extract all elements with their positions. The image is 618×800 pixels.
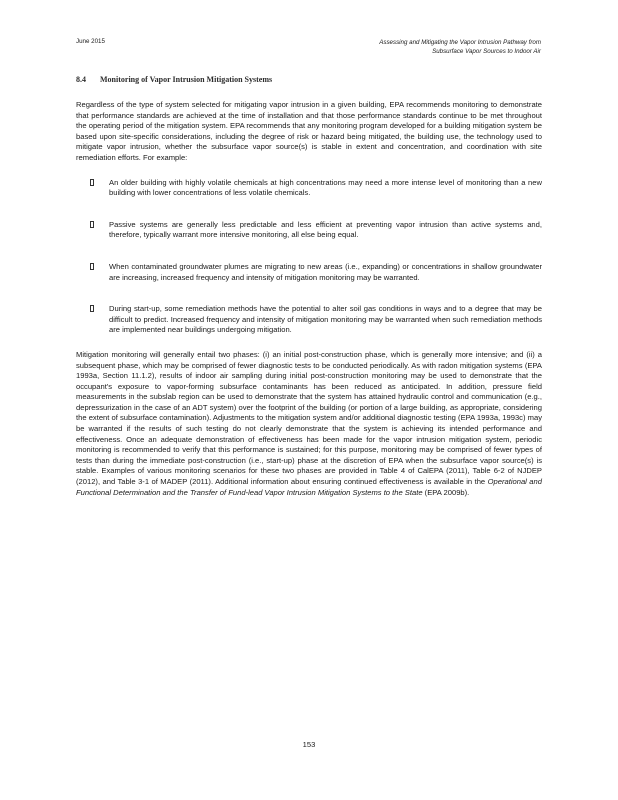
list-item-text: During start-up, some remediation methods have the potential to alter soil gas conditions in ways and to a degree that may be difficult to predict. Increased frequency and intensity of mitigation monitoring may be warranted when such remediation methods are implemented near buildings undergoing mitigation. — [109, 304, 542, 335]
bullet-box-icon — [90, 221, 94, 228]
header-date: June 2015 — [76, 38, 105, 45]
referenced-document-title: Operational and Functional Determination and the Transfer of Fund-lead Vapor Intrusion Mitigation Systems to the State — [76, 477, 542, 497]
monitoring-paragraph-text: Mitigation monitoring will generally entail two phases: (i) an initial post-construction phase, which is generally more intensive; and (ii) a subsequent phase, which may be comprised of fewer diagnostic tests to be conducted periodically. As with radon mitigation systems (EPA 1993a, Section 11.1.2), results of indoor air sampling during initial post-construction monitoring may be used to demonstrate that the occupant's exposure to vapor-forming subsurface contaminants has been reduced as anticipated. In addition, pressure field measurements in the subslab region can be used to demonstrate that the system has attained hydraulic control and communication (e.g., depressurization in the case of an ADT system) over the footprint of the building (or portion of a large building, as appropriate, considering the extent of subsurface contamination). Adjustments to the mitigation system and/or additional diagnostic testing (EPA 1993a, 1993c) may be warranted if the results of such testing do not clearly demonstrate that the system is achieving its intended performance and effectiveness. Once an adequate demonstration of effectiveness has been made for the vapor intrusion mitigation system, periodic monitoring is recommended to verify that this performance is sustained; for this purpose, monitoring may be comprised of fewer types of tests than during the immediate post-construction (i.e., start-up) phase at the discretion of EPA when the subsurface vapor source(s) is stable. Examples of various monitoring scenarios for these two phases are provided in Table 4 of CalEPA (2011), Table 6-2 of NJDEP (2012), and Table 3-1 of MADEP (2011). Additional information about ensuring continued effectiveness is available in the — [76, 349, 542, 487]
monitoring-paragraph-citation: (EPA 2009b). — [424, 487, 470, 497]
example-list — [76, 178, 542, 336]
header-document-title — [241, 38, 541, 56]
list-item-text: When contaminated groundwater plumes are migrating to new areas (i.e., expanding) or concentrations in shallow groundwater are increasing, increased frequency and intensity of mitigation monitoring may be warranted. — [109, 261, 542, 282]
header-title-line-2: Subsurface Vapor Sources to Indoor Air — [432, 48, 541, 55]
monitoring-paragraph — [76, 350, 542, 498]
section-number: 8.4 — [76, 75, 86, 84]
bullet-box-icon — [90, 305, 94, 312]
intro-paragraph: Regardless of the type of system selected for mitigating vapor intrusion in a given building, EPA recommends monitoring to demonstrate that performance standards are achieved at the time of installation and that those performance standards continue to be met throughout the operating period of the mitigation system. EPA recommends that any monitoring program developed for a building mitigation system be based upon site-specific considerations, including the degree of risk or hazard being mitigated, the building use, the technology used to mitigate vapor intrusion, whether the subsurface vapor source(s) is stable in extent and concentration, and coordination with site remediation efforts. For example: — [76, 100, 542, 162]
list-item — [76, 220, 542, 241]
list-item-text: Passive systems are generally less predictable and less efficient at preventing vapor intrusion than active systems and, therefore, typically warrant more intensive monitoring, all else being equal. — [109, 219, 542, 240]
list-item — [76, 262, 542, 283]
page-number: 153 — [302, 740, 316, 749]
section-title: Monitoring of Vapor Intrusion Mitigation Systems — [100, 75, 273, 84]
list-item-text: An older building with highly volatile chemicals at high concentrations may need a more intense level of monitoring than a new building with lower concentrations of less volatile chemicals. — [109, 177, 542, 198]
bullet-box-icon — [90, 179, 94, 186]
body-text — [76, 100, 542, 498]
list-item — [76, 304, 542, 336]
bullet-box-icon — [90, 263, 94, 270]
header-title-line-1: Assessing and Mitigating the Vapor Intrusion Pathway from — [379, 39, 541, 46]
section-heading — [76, 75, 546, 84]
list-item — [76, 178, 542, 199]
